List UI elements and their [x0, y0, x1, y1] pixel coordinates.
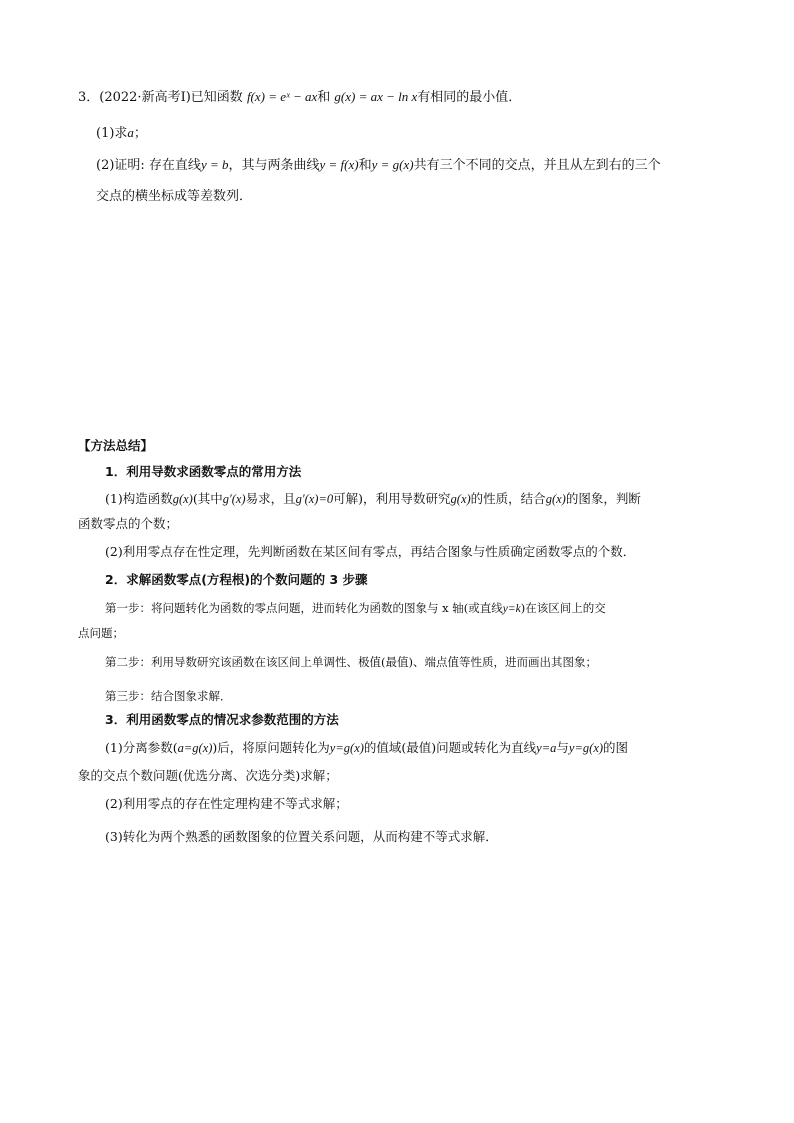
s1p1-g: g(x)	[172, 492, 193, 506]
s1p1-d: 可解)，利用导数研究	[333, 491, 451, 506]
section-3-para-1-cont: 象的交点个数问题(优选分离、次选分类)求解；	[78, 768, 338, 783]
stem-end: 有相同的最小值．	[417, 90, 522, 105]
part2-text-b: ，其与两条曲线	[228, 158, 320, 173]
s1p1-e: 的性质，结合	[470, 491, 546, 506]
section-3-title: 3．利用函数零点的情况求参数范围的方法	[105, 712, 339, 727]
s3p1-ya: y=a	[536, 741, 557, 755]
s3p1-a: (1)分离参数(	[105, 740, 178, 755]
s3p1-e: 的图	[603, 740, 629, 755]
section-1-para-1	[105, 490, 641, 508]
problem-3-stem	[78, 88, 521, 107]
problem-number: 3．	[78, 90, 100, 105]
s3p1-y: y=g(x)	[329, 741, 364, 755]
section-3-para-2: (2)利用零点的存在性定理构建不等式求解；	[105, 796, 348, 811]
part2-text-d: 共有三个不同的交点，并且从左到右的三个	[413, 158, 661, 173]
s2-step1-k: y=k	[502, 603, 521, 615]
section-2-step-1	[105, 599, 606, 618]
part2-yg: y = g(x)	[371, 157, 414, 172]
part2-text-c: 和	[358, 158, 372, 173]
part1-text: (1)求	[96, 126, 128, 141]
stem-text: 已知函数	[190, 90, 243, 105]
summary-heading: 【方法总结】	[78, 438, 154, 453]
s2-step1-b: )在该区间上的交	[520, 601, 606, 615]
s3p1-eq: a=g(x)	[177, 741, 213, 755]
s1p1-eq: g′(x)=0	[295, 492, 334, 506]
s3p1-d: 与	[556, 740, 569, 755]
section-1-para-1-cont: 函数零点的个数；	[78, 516, 179, 531]
section-1-para-2: (2)利用零点存在性定理，先判断函数在某区间有零点，再结合图象与性质确定函数零点的个数．	[105, 544, 636, 559]
section-3-para-3: (3)转化为两个熟悉的函数图象的位置关系问题，从而构建不等式求解．	[105, 829, 498, 844]
part1-end: ；	[133, 126, 147, 141]
section-2-step-2: 第二步：利用导数研究该函数在该区间上单调性、极值(最值)、端点值等性质，进而画出其图象；	[105, 655, 597, 669]
section-3-para-1	[105, 739, 628, 757]
stem-and: 和	[317, 90, 331, 105]
s1p1-f: 的图象，判断	[565, 491, 641, 506]
part2-line-eq: y = b	[200, 157, 229, 172]
problem-part-1	[96, 124, 147, 143]
section-2-step-1-cont: 点问题；	[78, 626, 124, 640]
s1p1-c: 易求，且	[245, 491, 296, 506]
s1p1-b: (其中	[192, 491, 223, 506]
g-definition: g(x) = ax − ln x	[334, 89, 418, 104]
section-1-title: 1．利用导数求函数零点的常用方法	[105, 464, 302, 479]
s1p1-gp: g′(x)	[222, 492, 246, 506]
s1p1-g3: g(x)	[545, 492, 566, 506]
s3p1-yg: y=g(x)	[568, 741, 604, 755]
s1p1-g2: g(x)	[450, 492, 471, 506]
s3p1-c: 的值域(最值)问题或转化为直线	[363, 740, 537, 755]
part2-text-a: (2)证明: 存在直线	[96, 158, 201, 173]
s3p1-b: )后，将原问题转化为	[212, 740, 330, 755]
s2-step1-a: 第一步：将问题转化为函数的零点问题，进而转化为函数的图象与 x 轴(或直线	[105, 601, 503, 615]
section-2-title: 2．求解函数零点(方程根)的个数问题的 3 步骤	[105, 572, 368, 587]
f-definition: f(x) = eˣ − ax	[246, 89, 318, 104]
problem-part-2	[96, 156, 661, 175]
s1p1-a: (1)构造函数	[105, 491, 173, 506]
part2-yf: y = f(x)	[319, 157, 359, 172]
section-2-step-3: 第三步：结合图象求解．	[105, 689, 232, 703]
problem-part-2-cont: 交点的横坐标成等差数列．	[96, 189, 253, 204]
part1-var: a	[127, 125, 134, 140]
problem-source: (2022·新高考Ⅰ)	[99, 90, 191, 105]
